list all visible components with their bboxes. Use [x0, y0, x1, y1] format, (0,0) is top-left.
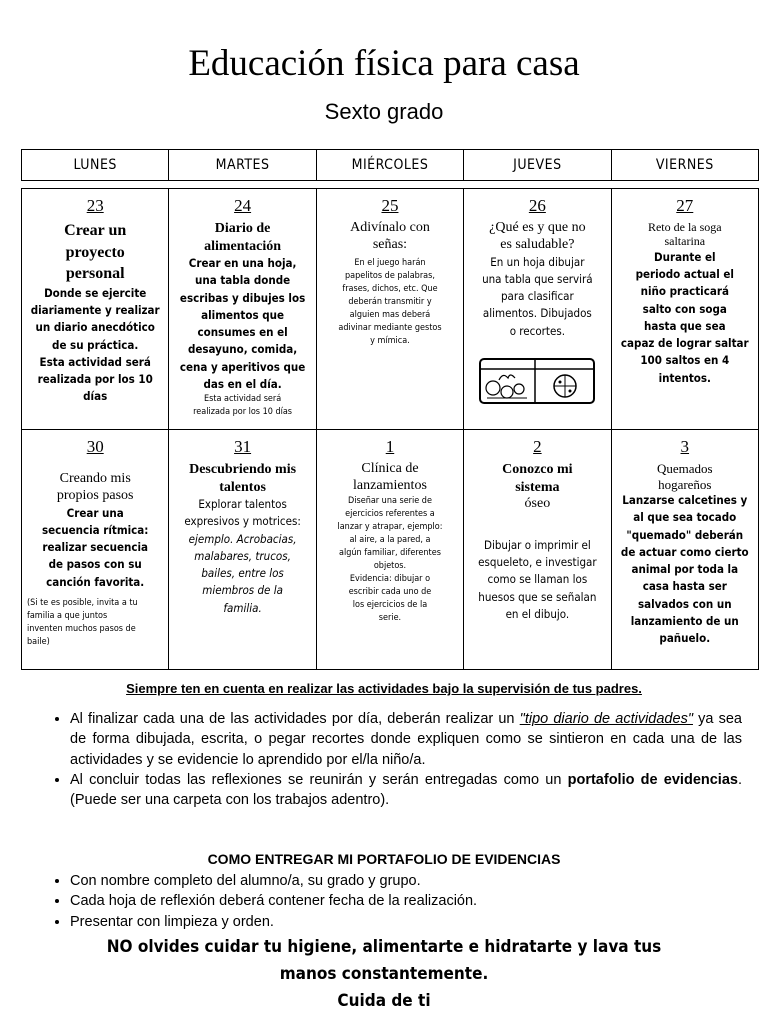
activity-text-line: das en el día.: [203, 376, 282, 391]
activity-title-line: es saludable?: [500, 236, 575, 252]
activity-text-line: capaz de lograr saltar: [620, 336, 749, 351]
diary-activity-term: [520, 711, 693, 727]
portfolio-term: portafolio de evidencias: [567, 771, 738, 788]
activity-title-line: Creando mis: [59, 471, 131, 486]
diary-activity-term-text: "tipo diario de actividades": [519, 711, 693, 727]
activity-text-line: ejercicios referentes a: [345, 508, 435, 519]
day-number: 2: [533, 437, 542, 456]
day-cell-2: [464, 430, 611, 670]
activity-text-line: animal por toda la: [631, 562, 739, 577]
activity-text-line: realizar secuencia: [42, 540, 148, 555]
activity-note-line: familia a que juntos: [27, 610, 108, 621]
activity-text-line: alimentos. Dibujados: [482, 306, 592, 321]
activity-calendar: [21, 188, 759, 670]
activity-text-line: de su práctica.: [52, 337, 139, 352]
activity-text-line: 100 saltos en 4: [640, 353, 730, 368]
day-cell-23: [22, 189, 169, 430]
activity-text-line: Evidencia: dibujar o: [349, 573, 431, 584]
activity-text-line: serie.: [378, 613, 402, 624]
activity-text-line: Diseñar una serie de: [348, 495, 432, 506]
activity-text-line: consumes en el: [197, 325, 288, 339]
activity-text-line: desayuno, comida,: [187, 342, 298, 357]
activity-title-line: señas:: [372, 236, 408, 252]
day-number: 25: [381, 196, 399, 215]
activity-title-line: Adivínalo con: [350, 220, 430, 235]
activity-text-line: deberán transmitir y: [348, 296, 432, 307]
activity-title-line: sistema: [515, 479, 560, 495]
activity-title-line: proyecto: [65, 243, 125, 261]
activity-text-line: Lanzarse calcetines y: [622, 493, 748, 508]
activity-text-line: una tabla que servirá: [482, 271, 593, 286]
requirement-item: • Presentar con limpieza y orden.: [70, 912, 742, 932]
activity-text-line: secuencia rítmica:: [41, 522, 149, 537]
activity-text-line: realizada por los 10: [37, 372, 153, 387]
activity-title-line: Clínica de: [361, 461, 419, 476]
day-tuesday: MARTES: [169, 150, 316, 181]
closing-line: NO olvides cuidar tu higiene, alimentarte e hidratarte y lava tus: [106, 937, 662, 957]
activity-text-line: En el juego harán: [354, 257, 426, 268]
activity-text-line: o recortes.: [509, 323, 566, 338]
activity-text-line: días: [83, 389, 108, 404]
activity-text-line: escribas y dibujes los: [179, 290, 306, 305]
activity-text-line: frases, dichos, etc. Que: [342, 283, 438, 294]
day-number: 26: [528, 196, 546, 215]
activity-text-line: expresivos y motrices:: [184, 514, 301, 529]
instruction-text: Al concluir todas las reflexiones se reunirán y serán entregadas como un: [70, 771, 562, 788]
activity-title-line: Conozco mi: [502, 462, 573, 477]
activity-text-line: Donde se ejercite: [44, 285, 147, 300]
day-number: 23: [86, 196, 104, 215]
food-classification-illustration: [479, 358, 595, 404]
day-number: 1: [385, 437, 395, 456]
activity-text-line: cena y aperitivos que: [179, 359, 306, 374]
day-cell-27: [611, 189, 758, 430]
activity-example-line: malabares, trucos,: [194, 548, 291, 563]
activity-text-line: como se llaman los: [487, 572, 588, 587]
activity-text-line: casa hasta ser: [642, 579, 727, 594]
activity-text-line: esqueleto, e investigar: [478, 555, 597, 570]
portfolio-requirements-list: [52, 871, 742, 932]
activity-text-line: hasta que sea: [643, 318, 726, 333]
activity-title-line: hogareños: [658, 476, 712, 492]
closing-line: manos constantemente.: [279, 963, 489, 984]
activity-text-line: Durante el: [654, 249, 716, 264]
activity-title-line: saltarina: [664, 234, 706, 249]
weekday-header: [21, 149, 759, 181]
day-number: 24: [234, 196, 252, 215]
day-number: 3: [680, 437, 690, 456]
activity-text-line: Crear en una hoja,: [188, 256, 297, 270]
activity-text-line: de actuar como cierto: [620, 544, 749, 559]
day-number: 27: [676, 196, 694, 215]
activity-text-line: los ejercicios de la: [352, 599, 428, 610]
instruction-item: [70, 770, 742, 811]
page-title: Educación física para casa: [188, 43, 580, 84]
activity-text-line: alguien mas deberá: [349, 309, 431, 320]
day-cell-31: [169, 430, 316, 670]
day-cell-24: [169, 189, 316, 430]
activity-text-line: Dibujar o imprimir el: [484, 537, 591, 552]
instructions-list: [52, 709, 742, 810]
page-subtitle: Sexto grado: [324, 99, 444, 124]
activity-title-line: ¿Qué es y que no: [489, 220, 586, 235]
portfolio-section-title: COMO ENTREGAR MI PORTAFOLIO DE EVIDENCIAS: [207, 851, 561, 867]
activity-text-line: salto con soga: [642, 301, 727, 316]
activity-note-line: realizada por los 10 días: [193, 407, 293, 418]
activity-text-line: niño practicará: [640, 284, 729, 299]
instruction-text: . (Puede ser una carpeta con los trabajos adentro).: [70, 771, 742, 809]
activity-text-line: intentos.: [658, 370, 711, 385]
requirement-item: • Cada hoja de reflexión deberá contener fecha de la realización.: [70, 891, 742, 911]
activity-text-line: objetos.: [373, 560, 407, 571]
day-number: 30: [86, 437, 104, 456]
activity-note-line: Esta actividad será: [203, 394, 282, 404]
activity-title-line: propios pasos: [56, 487, 134, 503]
activity-text-line: Esta actividad será: [39, 354, 151, 369]
activity-text-line: escribir cada uno de: [348, 586, 432, 597]
day-cell-30: [22, 430, 169, 670]
activity-example-line: miembros de la: [202, 583, 283, 598]
activity-text-line: alimentos que: [201, 307, 284, 322]
activity-note-line: inventen muchos pasos de: [27, 623, 136, 634]
activity-note-line: (Si te es posible, invita a tu: [27, 597, 138, 608]
activity-text-line: en el dibujo.: [505, 606, 570, 621]
day-cell-3: [611, 430, 758, 670]
activity-text-line: de pasos con su: [48, 557, 142, 572]
day-cell-25: [316, 189, 463, 430]
closing-message: [0, 934, 768, 1015]
activity-text-line: papelitos de palabras,: [345, 270, 435, 281]
activity-text-line: para clasificar: [500, 289, 574, 304]
day-cell-1: [316, 430, 463, 670]
activity-text-line: y mímica.: [370, 335, 410, 346]
day-thursday: JUEVES: [464, 150, 611, 181]
activity-example-line: familia.: [223, 600, 262, 615]
activity-text-line: al que sea tocado: [633, 510, 737, 525]
activity-text-line: algún familiar, diferentes: [339, 547, 441, 558]
activity-text-line: lanzar y atrapar, ejemplo:: [337, 521, 443, 532]
activity-title-line: Crear un: [64, 222, 127, 239]
activity-text-line: al aire, a la pared, a: [349, 534, 431, 545]
instruction-text: ya sea de forma dibujada, escrita, o pegar recortes donde expliquen como se sintieron en cada una de las actividades y se evidencie lo aprendido por el/la niño/a.: [70, 711, 742, 768]
activity-title-line: talentos: [219, 479, 266, 495]
instruction-item: [70, 709, 742, 770]
activity-title-line: alimentación: [204, 238, 282, 254]
activity-text-line: canción favorita.: [46, 574, 145, 589]
activity-text-line: salvados con un: [637, 596, 732, 611]
activity-text-line: diariamente y realizar: [30, 303, 160, 318]
activity-title-line: Diario de: [214, 221, 271, 236]
activity-text-line: huesos que se señalan: [478, 589, 597, 604]
activity-note-line: baile): [27, 636, 50, 647]
activity-text-line: un diario anecdótico: [35, 320, 155, 335]
activity-text-line: En un hoja dibujar: [490, 254, 585, 269]
activity-text-line: "quemado" deberán: [626, 527, 744, 542]
instruction-text: Al finalizar cada una de las actividades por día, deberán realizar un: [70, 711, 515, 727]
day-cell-26: [464, 189, 611, 430]
activity-example-line: bailes, entre los: [201, 566, 284, 580]
activity-text-line: periodo actual el: [635, 267, 734, 282]
activity-text-line: Explorar talentos: [198, 497, 287, 511]
activity-title-line: Descubriendo mis: [189, 462, 297, 477]
day-monday: LUNES: [22, 150, 169, 181]
day-number: 31: [234, 437, 252, 456]
day-friday: VIERNES: [611, 150, 758, 181]
activity-text-line: pañuelo.: [659, 631, 711, 646]
supervision-warning: Siempre ten en cuenta en realizar las actividades bajo la supervisión de tus padres.: [126, 681, 642, 696]
day-wednesday: MIÉRCOLES: [316, 150, 463, 181]
activity-title-line: óseo: [524, 496, 551, 511]
activity-title-line: personal: [65, 265, 125, 283]
activity-text-line: adivinar mediante gestos: [338, 322, 442, 333]
activity-title-line: Quemados: [656, 461, 713, 476]
activity-example-line: ejemplo. Acrobacias,: [188, 531, 297, 546]
activity-text-line: Crear una: [66, 505, 124, 520]
activity-title-line: Reto de la soga: [647, 220, 722, 234]
activity-text-line: una tabla donde: [195, 273, 291, 288]
activity-title-line: lanzamientos: [353, 477, 427, 493]
requirement-item: • Con nombre completo del alumno/a, su grado y grupo.: [70, 871, 742, 891]
activity-text-line: lanzamiento de un: [630, 613, 739, 628]
closing-line: Cuida de ti: [337, 990, 431, 1011]
